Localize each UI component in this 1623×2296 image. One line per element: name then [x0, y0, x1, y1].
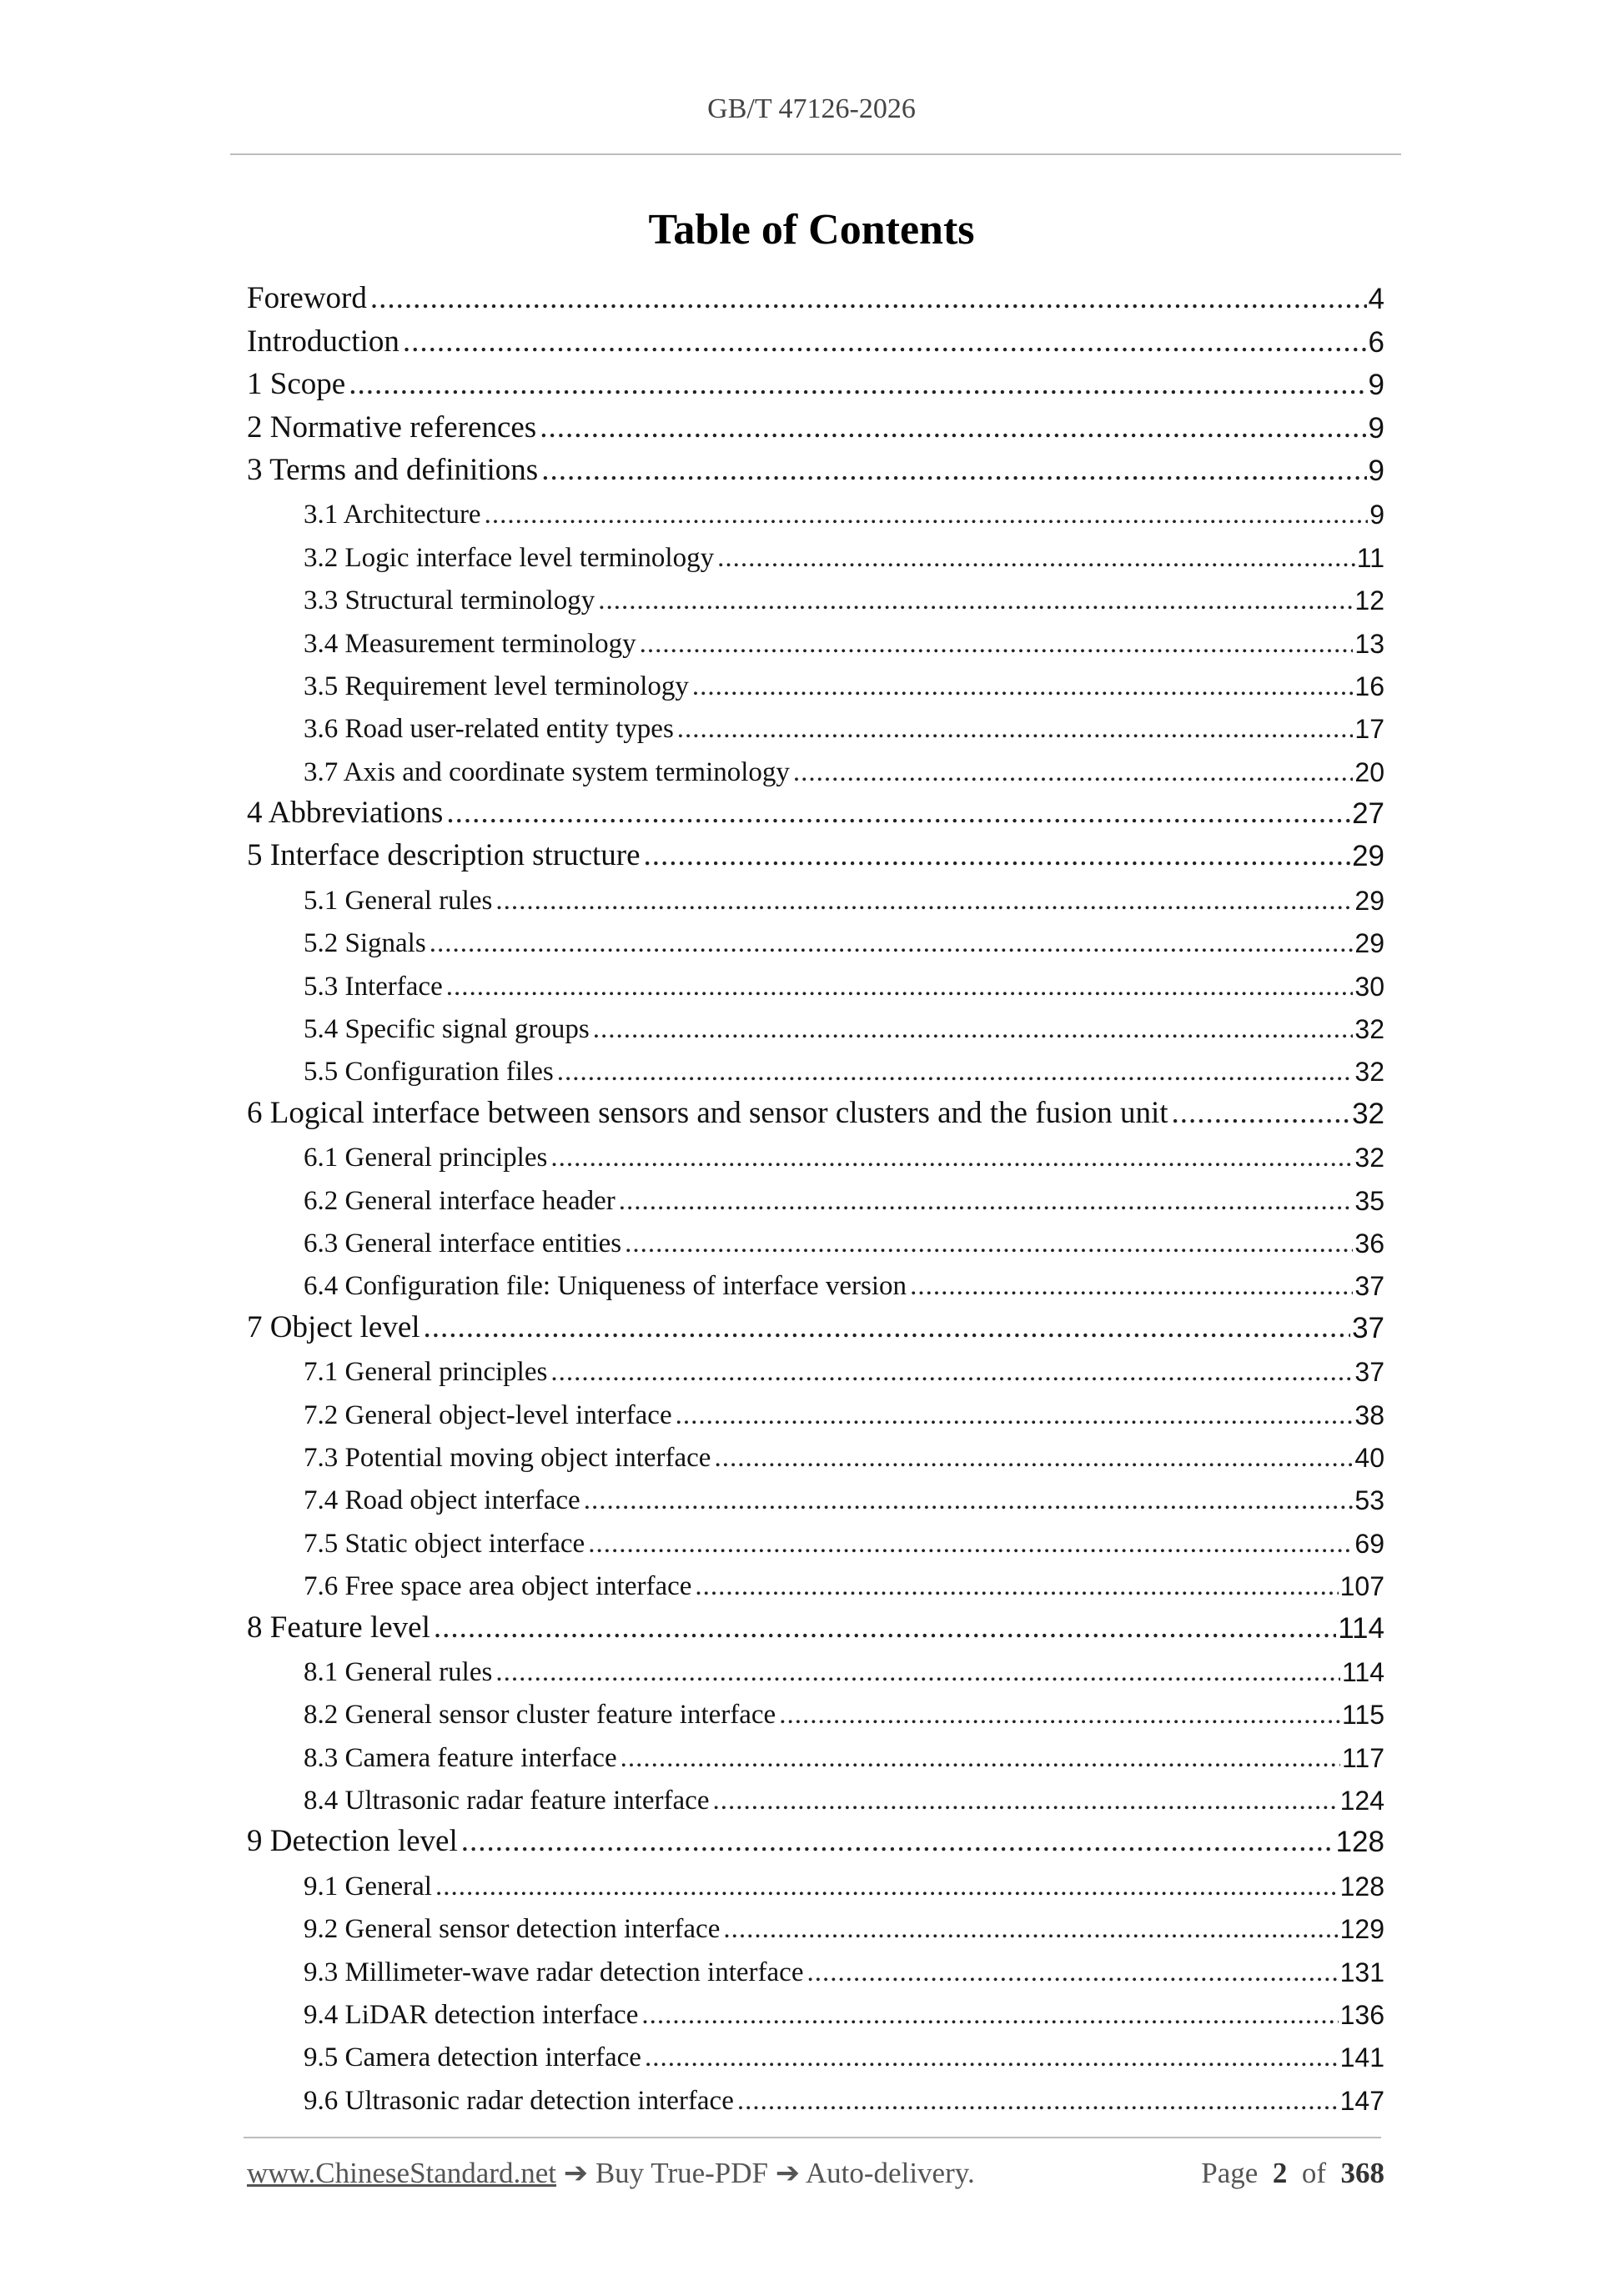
toc-entry-title: 3.7 Axis and coordinate system terminology — [304, 757, 793, 788]
footer-divider — [244, 2137, 1381, 2138]
of-word: of — [1301, 2157, 1326, 2189]
toc-entry[interactable] — [247, 274, 1384, 316]
toc-leader-dots — [540, 409, 1366, 445]
toc-entry-page: 32 — [1354, 1014, 1384, 1045]
page-counter — [1201, 2157, 1384, 2190]
toc-entry[interactable] — [247, 2073, 1384, 2116]
toc-entry-title: 6.3 General interface entities — [304, 1228, 625, 1259]
toc-leader-dots — [806, 1957, 1338, 1988]
toc-leader-dots — [403, 324, 1367, 359]
toc-entry-title: 9.4 LiDAR detection interface — [304, 2000, 641, 2031]
toc-entry-title: 6.1 General principles — [304, 1143, 550, 1173]
toc-entry[interactable] — [247, 831, 1384, 873]
toc-entry-page: 40 — [1354, 1442, 1384, 1473]
toc-leader-dots — [621, 1743, 1340, 1774]
document-header — [0, 93, 1623, 125]
toc-entry[interactable] — [247, 1945, 1384, 1987]
toc-entry-page: 129 — [1339, 1914, 1384, 1945]
toc-entry-title: 8 Feature level — [247, 1610, 434, 1645]
toc-entry-page: 35 — [1354, 1185, 1384, 1216]
toc-entry-title: 8.3 Camera feature interface — [304, 1743, 621, 1774]
toc-entry[interactable] — [247, 873, 1384, 916]
toc-entry[interactable] — [247, 1045, 1384, 1088]
toc-entry[interactable] — [247, 1088, 1384, 1130]
toc-entry-title: 7.5 Static object interface — [304, 1529, 588, 1560]
toc-entry[interactable] — [247, 1302, 1384, 1344]
toc-entry-title: 9.2 General sensor detection interface — [304, 1914, 723, 1945]
toc-leader-dots — [717, 543, 1355, 574]
toc-entry-title: 8.1 General rules — [304, 1657, 495, 1688]
toc-entry-title: 7.4 Road object interface — [304, 1485, 584, 1516]
toc-leader-dots — [446, 972, 1354, 1002]
toc-entry-page: 128 — [1339, 1871, 1384, 1902]
toc-entry-title: 9.5 Camera detection interface — [304, 2042, 645, 2073]
toc-entry-page: 53 — [1354, 1485, 1384, 1516]
toc-entry-title: 4 Abbreviations — [247, 795, 446, 831]
toc-entry-page: 136 — [1339, 2000, 1384, 2031]
toc-entry[interactable] — [247, 959, 1384, 1002]
toc-entry-title: 9 Detection level — [247, 1823, 461, 1859]
arrow-icon: ➔ — [775, 2157, 801, 2189]
toc-entry-title: 8.4 Ultrasonic radar feature interface — [304, 1786, 712, 1816]
site-link[interactable]: www.ChineseStandard.net — [247, 2157, 556, 2189]
toc-entry[interactable] — [247, 1217, 1384, 1259]
toc-leader-dots — [485, 500, 1369, 530]
toc-leader-dots — [779, 1700, 1340, 1731]
toc-leader-dots — [692, 671, 1354, 702]
toc-entry[interactable] — [247, 316, 1384, 359]
toc-entry[interactable] — [247, 402, 1384, 445]
toc-leader-dots — [793, 757, 1353, 788]
toc-leader-dots — [625, 1228, 1353, 1259]
toc-leader-dots — [712, 1786, 1338, 1816]
toc-entry-page: 114 — [1341, 1656, 1384, 1687]
page-word: Page — [1201, 2157, 1259, 2189]
toc-entry-title: 3.2 Logic interface level terminology — [304, 543, 717, 574]
toc-entry-page: 9 — [1368, 369, 1384, 402]
toc-entry[interactable] — [247, 1902, 1384, 1945]
toc-leader-dots — [435, 1871, 1339, 1902]
delivery-text: Auto-delivery. — [805, 2157, 975, 2189]
toc-leader-dots — [676, 1400, 1354, 1431]
toc-entry-title: 5.3 Interface — [304, 972, 446, 1002]
toc-entry-title: 3.1 Architecture — [304, 500, 485, 530]
toc-entry-page: 20 — [1354, 756, 1384, 787]
total-pages: 368 — [1340, 2157, 1384, 2189]
toc-entry[interactable] — [247, 2031, 1384, 2073]
toc-entry[interactable] — [247, 660, 1384, 702]
toc-leader-dots — [541, 452, 1366, 488]
toc-entry-page: 37 — [1354, 1271, 1384, 1302]
toc-entry-title: 6 Logical interface between sensors and sensor clusters and the fusion unit — [247, 1095, 1172, 1131]
toc-entry-page: 36 — [1354, 1228, 1384, 1259]
footer-promo — [247, 2157, 975, 2190]
toc-entry-title: 3.6 Road user-related entity types — [304, 714, 677, 745]
toc-entry[interactable] — [247, 1560, 1384, 1602]
toc-entry-title: 7 Object level — [247, 1309, 424, 1345]
toc-entry-page: 9 — [1369, 500, 1384, 530]
toc-entry-page: 27 — [1352, 797, 1384, 831]
toc-entry-page: 128 — [1335, 1826, 1384, 1859]
toc-entry[interactable] — [247, 1602, 1384, 1645]
toc-entry-page: 12 — [1354, 585, 1384, 616]
toc-leader-dots — [619, 1186, 1354, 1217]
toc-leader-dots — [695, 1571, 1338, 1602]
toc-entry-title: 7.1 General principles — [304, 1357, 550, 1388]
toc-entry[interactable] — [247, 1731, 1384, 1773]
toc-entry[interactable] — [247, 1988, 1384, 2031]
toc-entry-page: 117 — [1341, 1742, 1384, 1773]
toc-entry-page: 107 — [1339, 1571, 1384, 1602]
toc-leader-dots — [644, 837, 1351, 873]
toc-leader-dots — [434, 1610, 1336, 1645]
toc-leader-dots — [677, 714, 1354, 745]
toc-entry-page: 30 — [1354, 971, 1384, 1002]
toc-entry[interactable] — [247, 1002, 1384, 1045]
toc-entry[interactable] — [247, 1688, 1384, 1731]
toc-leader-dots — [714, 1443, 1353, 1474]
arrow-icon: ➔ — [563, 2157, 589, 2189]
toc-leader-dots — [910, 1271, 1353, 1302]
toc-leader-dots — [598, 585, 1353, 616]
toc-leader-dots — [495, 886, 1353, 917]
toc-leader-dots — [550, 1357, 1353, 1388]
standard-id: GB/T 47126-2026 — [707, 93, 916, 124]
toc-entry-page: 17 — [1354, 714, 1384, 745]
toc-entry[interactable] — [247, 1431, 1384, 1474]
toc-entry-page: 9 — [1368, 454, 1384, 487]
toc-entry-title: 3.4 Measurement terminology — [304, 629, 640, 660]
toc-leader-dots — [557, 1057, 1354, 1088]
toc-entry-title: Foreword — [247, 280, 370, 316]
toc-entry-title: 6.2 General interface header — [304, 1186, 619, 1217]
toc-entry-title: 5.5 Configuration files — [304, 1057, 557, 1088]
toc-entry[interactable] — [247, 1516, 1384, 1559]
toc-entry[interactable] — [247, 788, 1384, 831]
toc-entry-title: 9.6 Ultrasonic radar detection interface — [304, 2086, 737, 2117]
toc-entry[interactable] — [247, 488, 1384, 530]
toc-entry[interactable] — [247, 1645, 1384, 1688]
toc-entry-page: 141 — [1339, 2042, 1384, 2073]
toc-entry[interactable] — [247, 1345, 1384, 1388]
toc-entry-page: 16 — [1354, 671, 1384, 701]
toc-leader-dots — [645, 2042, 1339, 2073]
toc-entry-page: 4 — [1368, 283, 1384, 316]
toc-entry[interactable] — [247, 1259, 1384, 1302]
toc-entry-title: 5.4 Specific signal groups — [304, 1014, 593, 1045]
toc-entry[interactable] — [247, 359, 1384, 402]
toc-entry[interactable] — [247, 702, 1384, 745]
toc-entry[interactable] — [247, 1388, 1384, 1430]
toc-entry-page: 69 — [1354, 1528, 1384, 1559]
toc-entry-title: 9.1 General — [304, 1871, 435, 1902]
toc-leader-dots — [737, 2086, 1339, 2117]
toc-leader-dots — [584, 1485, 1354, 1516]
toc-entry[interactable] — [247, 1859, 1384, 1902]
toc-entry-title: Introduction — [247, 324, 403, 359]
toc-leader-dots — [424, 1309, 1351, 1345]
toc-leader-dots — [550, 1143, 1353, 1173]
toc-entry[interactable] — [247, 445, 1384, 488]
toc-entry-title: 1 Scope — [247, 366, 349, 402]
toc-leader-dots — [446, 795, 1350, 831]
toc-entry[interactable] — [247, 1173, 1384, 1216]
toc-leader-dots — [495, 1657, 1340, 1688]
toc-entry[interactable] — [247, 574, 1384, 616]
toc-entry[interactable] — [247, 1774, 1384, 1816]
toc-entry[interactable] — [247, 616, 1384, 659]
toc-entry-title: 5 Interface description structure — [247, 837, 644, 873]
toc-leader-dots — [588, 1529, 1353, 1560]
page-footer — [247, 2157, 1384, 2198]
toc-entry-page: 32 — [1354, 1143, 1384, 1173]
toc-leader-dots — [641, 2000, 1338, 2031]
toc-leader-dots — [1172, 1095, 1351, 1131]
buy-text: Buy True-PDF — [595, 2157, 768, 2189]
toc-entry-title: 3 Terms and definitions — [247, 452, 541, 488]
toc-leader-dots — [370, 280, 1367, 316]
toc-entry[interactable] — [247, 1474, 1384, 1516]
toc-entry-title: 3.3 Structural terminology — [304, 585, 598, 616]
page-title: Table of Contents — [648, 206, 975, 254]
toc-entry-page: 124 — [1339, 1786, 1384, 1816]
toc-entry-title: 3.5 Requirement level terminology — [304, 671, 692, 702]
toc-entry-title: 6.4 Configuration file: Uniqueness of interface version — [304, 1271, 910, 1302]
toc-entry-page: 6 — [1368, 325, 1384, 359]
toc-entry-page: 13 — [1354, 628, 1384, 659]
toc-entry-page: 131 — [1339, 1957, 1384, 1987]
toc-entry[interactable] — [247, 1131, 1384, 1173]
toc-entry-page: 37 — [1352, 1311, 1384, 1344]
toc-leader-dots — [723, 1914, 1338, 1945]
toc-entry-page: 11 — [1356, 542, 1384, 573]
toc-entry-page: 114 — [1338, 1611, 1384, 1645]
toc-entry-page: 9 — [1368, 411, 1384, 445]
toc-entry-title: 9.3 Millimeter-wave radar detection interface — [304, 1957, 806, 1988]
toc-entry[interactable] — [247, 1816, 1384, 1859]
toc-leader-dots — [640, 629, 1354, 660]
table-of-contents — [247, 274, 1384, 2117]
toc-entry-title: 2 Normative references — [247, 409, 540, 445]
toc-entry-page: 38 — [1354, 1399, 1384, 1430]
toc-entry-page: 32 — [1352, 1097, 1384, 1130]
toc-entry-title: 7.3 Potential moving object interface — [304, 1443, 714, 1474]
toc-entry-title: 7.2 General object-level interface — [304, 1400, 676, 1431]
toc-entry-page: 147 — [1339, 2085, 1384, 2116]
toc-entry-page: 37 — [1354, 1357, 1384, 1388]
toc-entry[interactable] — [247, 917, 1384, 959]
toc-entry[interactable] — [247, 745, 1384, 787]
toc-entry-page: 29 — [1354, 928, 1384, 959]
toc-leader-dots — [461, 1823, 1334, 1859]
toc-entry-title: 5.1 General rules — [304, 886, 495, 917]
header-divider — [230, 153, 1401, 155]
toc-leader-dots — [593, 1014, 1354, 1045]
current-page: 2 — [1272, 2157, 1288, 2189]
toc-leader-dots — [430, 928, 1354, 959]
toc-leader-dots — [349, 366, 1366, 402]
toc-entry[interactable] — [247, 530, 1384, 573]
toc-entry-title: 5.2 Signals — [304, 928, 430, 959]
toc-entry-page: 29 — [1354, 885, 1384, 916]
toc-entry-title: 8.2 General sensor cluster feature interface — [304, 1700, 779, 1731]
toc-entry-page: 29 — [1352, 840, 1384, 873]
toc-entry-page: 115 — [1341, 1700, 1384, 1731]
toc-entry-page: 32 — [1354, 1057, 1384, 1088]
toc-entry-title: 7.6 Free space area object interface — [304, 1571, 695, 1602]
